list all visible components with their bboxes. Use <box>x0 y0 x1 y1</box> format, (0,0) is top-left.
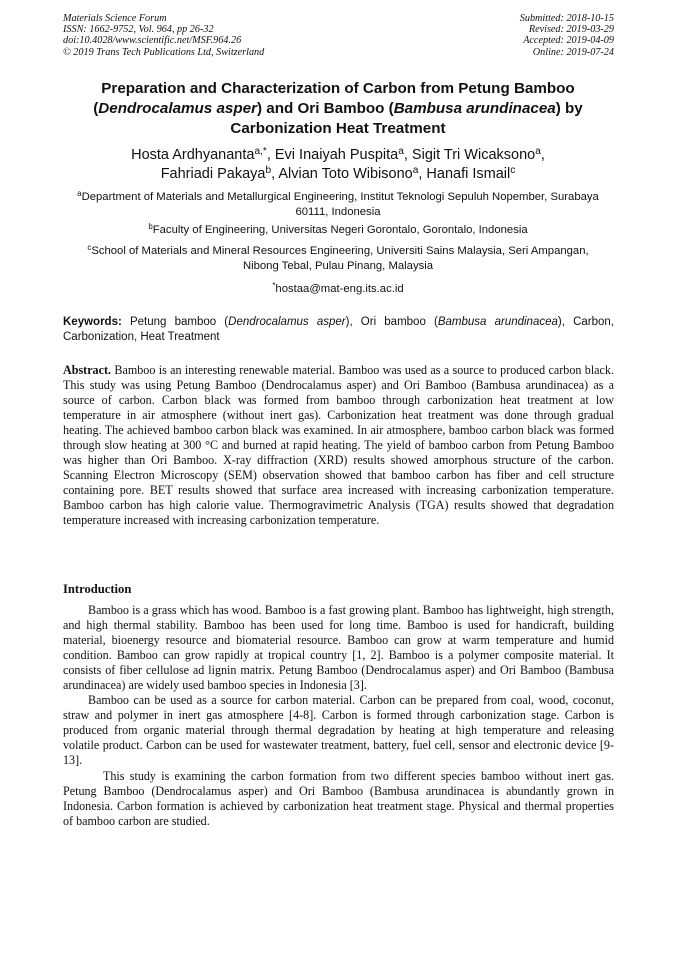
email-mark: * <box>272 281 276 291</box>
submitted-date: Submitted: 2018-10-15 <box>519 13 614 24</box>
email-text[interactable]: hostaa@mat-eng.its.ac.id <box>275 283 404 295</box>
author: Evi Inaiyah Puspita <box>274 147 399 163</box>
online-date: Online: 2019-07-24 <box>532 46 614 58</box>
title-species-1: Dendrocalamus asper <box>98 100 257 117</box>
affil-mark: a <box>77 189 82 199</box>
paragraph: Bamboo is a grass which has wood. Bamboo is a fast growing plant. Bamboo has lightweight, high strength, and high thermal stability. Bamboo has been used for long time. Bamboo is used for handicraft, building material, bioenergy resource and biomaterial resource. Bamboo can grow at warm temperature and humid condition. Bamboo can grow rapidly at tropical country [1, 2]. Bamboo is a polymer composite material. It consists of fiber cellulose ad lignin matrix. Petung Bamboo (Dendrocalamus asper) and Ori Bamboo (Bambusa arundinacea) are widely used bamboo species in Indonesia [3]. <box>63 603 614 693</box>
keyword-italic: Dendrocalamus asper <box>228 316 346 328</box>
abstract <box>63 363 614 529</box>
author-affil-mark: a <box>412 164 419 176</box>
journal-header <box>63 13 264 58</box>
title-text: ) and Ori Bamboo ( <box>257 100 394 117</box>
issn: ISSN: 1662-9752, Vol. 964, pp 26-32 <box>63 24 214 36</box>
affiliation-b <box>70 223 606 238</box>
journal-name: Materials Science Forum <box>63 13 167 24</box>
affil-text: School of Materials and Mineral Resources Engineering, Universiti Sains Malaysia, Seri Ampangan, Nibong Tebal, Pulau Pinang, Malaysia <box>91 245 589 272</box>
paragraph: This study is examining the carbon formation from two different species bamboo without inert gas. Petung Bamboo (Dendrocalamus asper) and Ori Bamboo (Bambusa arundinacea is abundantly grown in Indonesia. Carbon formation is achieved by carbonization heat treatment stage. Physical and thermal properties of bamboo carbon are studied. <box>63 768 614 828</box>
paragraph: Bamboo can be used as a source for carbon material. Carbon can be prepared from coal, wood, coconut, straw and polymer in inert gas atmosphere [4-8]. Carbon is formed through carbonization stage. Carbon is produced from organic material through thermal degradation by heating at high temperature and releasing volatile product. Carbon can be used for wastewater treatment, battery, fuel cell, sensor and electronic device [9-13]. <box>63 693 614 768</box>
revised-date: Revised: 2019-03-29 <box>528 24 614 36</box>
keyword-italic: Bambusa arundinacea <box>437 316 558 328</box>
author: Fahriadi Pakaya <box>160 166 266 182</box>
author-sep: , <box>271 166 279 182</box>
copyright: © 2019 Trans Tech Publications Ltd, Switzerland <box>63 46 265 58</box>
title-species-2: Bambusa arundinacea <box>393 100 556 117</box>
author: Hosta Ardhyananta <box>131 147 255 163</box>
keywords <box>63 315 614 345</box>
author-affil-mark: a <box>398 145 404 157</box>
affil-text: Faculty of Engineering, Universitas Negeri Gorontalo, Gorontalo, Indonesia <box>152 224 528 236</box>
author-sep: , <box>403 147 412 163</box>
author-sep: , <box>418 166 427 182</box>
author: Hanafi Ismail <box>426 166 511 182</box>
author: Alvian Toto Wibisono <box>278 166 413 182</box>
author-affil-mark: a,* <box>254 145 267 157</box>
author-list <box>60 146 616 184</box>
affiliation-a <box>70 190 606 220</box>
abstract-text: Bamboo is an interesting renewable material. Bamboo was used as a source to produced carbon black. This study was using Petung Bamboo (Dendrocalamus asper) and Ori Bamboo (Bambusa arundinacea) as a source of carbon. Carbon black was formed from bamboo through carbonization heat treatment at low temperature in air atmosphere (without inert gas). Carbonization heat treatment was done through gradual heating. The achieved bamboo carbon black was examined. In air atmosphere, bamboo carbon black was formed through slow heating at 300 °C and burned at rapid heating. The yield of bamboo carbon from Petung Bamboo was higher than Ori Bamboo. X-ray diffraction (XRD) results showed amorphous structure of the carbon. Scanning Electron Microscopy (SEM) observation showed that bamboo carbon has fiber and cell structure containing pore. BET results showed that surface area increased with increasing carbonization temperature. Bamboo carbon has high calorie value. Thermogravimetric Analysis (TGA) results showed that degradation temperature increased with increasing carbonization temperature. <box>63 363 614 528</box>
keyword-text: ), Carbon, Carbonization, Heat Treatment <box>63 316 614 343</box>
author-affil-mark: a <box>535 145 541 157</box>
affil-mark: c <box>87 243 92 253</box>
doi: doi:10.4028/www.scientific.net/MSF.964.26 <box>63 35 242 47</box>
keyword-text: ), Ori bamboo ( <box>345 316 438 328</box>
author-sep: , <box>540 147 545 163</box>
author-affil-mark: b <box>265 164 272 176</box>
dates-header <box>520 13 614 58</box>
keywords-label: Keywords: <box>63 316 122 328</box>
author-affil-mark: c <box>510 164 516 176</box>
title-text: ) by Carbonization Heat Treatment <box>230 100 583 137</box>
introduction-body <box>63 603 614 829</box>
affiliation-c <box>70 244 606 274</box>
affil-text: Department of Materials and Metallurgical Engineering, Institut Teknologi Sepuluh Nopember, Surabaya 60111, Indonesia <box>81 191 599 218</box>
author-sep: , <box>266 147 275 163</box>
title-text: Preparation and Characterization of Carbon from Petung Bamboo ( <box>93 80 575 117</box>
paper-title <box>60 79 616 139</box>
keyword-text: Petung bamboo ( <box>129 316 229 328</box>
author: Sigit Tri Wicaksono <box>411 147 536 163</box>
corresponding-email <box>70 282 606 297</box>
abstract-label: Abstract. <box>63 363 112 377</box>
section-heading-introduction: Introduction <box>63 582 132 596</box>
affil-mark: b <box>148 222 153 232</box>
accepted-date: Accepted: 2019-04-09 <box>523 35 614 47</box>
